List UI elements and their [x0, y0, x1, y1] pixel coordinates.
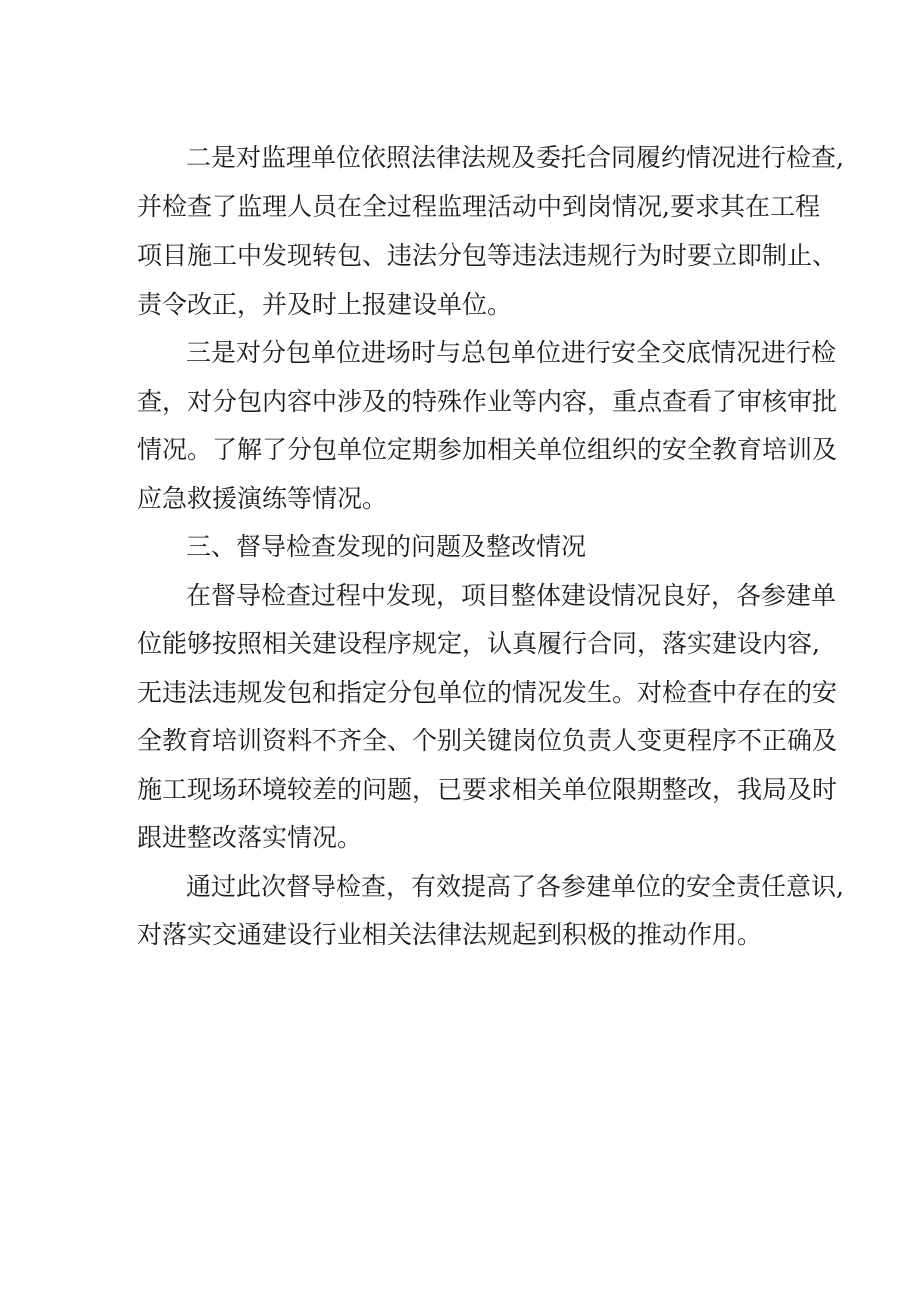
text-line: 无违法违规发包和指定分包单位的情况发生。对检查中存在的安: [137, 678, 838, 707]
text-line: 全教育培训资料不齐全、个别关键岗位负责人变更程序不正确及: [137, 726, 838, 755]
text-line: 施工现场环境较差的问题，已要求相关单位限期整改，我局及时: [137, 775, 838, 804]
text-line: 对落实交通建设行业相关法律法规起到积极的推动作用。: [137, 920, 763, 949]
text-line: 跟进整改落实情况。: [137, 823, 363, 852]
text-line: 位能够按照相关建设程序规定，认真履行合同，落实建设内容,: [137, 629, 820, 658]
text-line: 三是对分包单位进场时与总包单位进行安全交底情况进行检: [186, 338, 837, 367]
text-line: 在督导检查过程中发现，项目整体建设情况良好，各参建单: [186, 581, 837, 610]
text-line: 二是对监理单位依照法律法规及委托合同履约情况进行检查,: [186, 143, 844, 172]
text-line: 项目施工中发现转包、违法分包等违法违规行为时要立即制止、: [137, 241, 838, 270]
text-line: 查，对分包内容中涉及的特殊作业等内容，重点查看了审核审批: [137, 387, 838, 416]
text-line: 情况。了解了分包单位定期参加相关单位组织的安全教育培训及: [137, 435, 838, 464]
text-line: 并检查了监理人员在全过程监理活动中到岗情况,要求其在工程: [137, 192, 820, 221]
text-line: 通过此次督导检查，有效提高了各参建单位的安全责任意识,: [186, 872, 844, 901]
text-line: 责令改正，并及时上报建设单位。: [137, 290, 513, 319]
section-heading-text: 三、督导检查发现的问题及整改情况: [186, 532, 587, 561]
text-line: 应急救援演练等情况。: [137, 484, 388, 513]
